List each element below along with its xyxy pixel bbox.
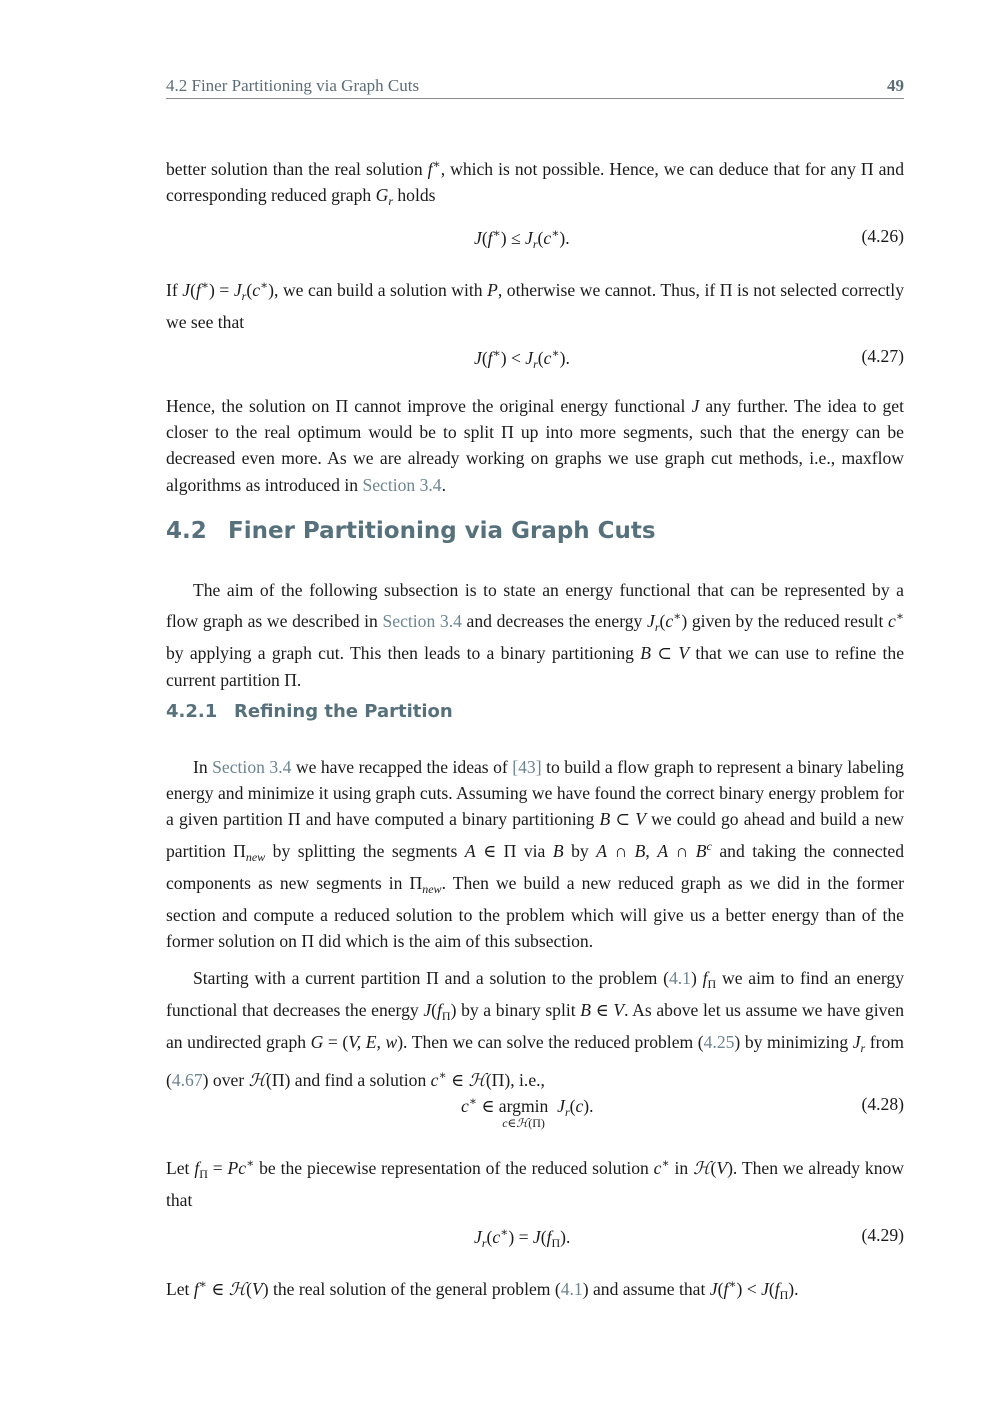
equation-number: (4.26) [861,226,904,246]
equation-4-27: $J(f^∗) < J_r(c^∗)$. (4.27) [474,346,904,371]
paragraph-1: better solution than the real solution f∗, which is not possible. Hence, we can deduce that for any Π and corresponding reduced graph $G_r$ holds [166,157,904,209]
section-3-4-link[interactable]: Section 3.4 [382,611,462,632]
paragraph-7: Let $f_\Pi = Pc^∗$ be the piecewise representation of the reduced solution c∗ in ℋ(V). Then we already know that [166,1156,904,1211]
paragraph-5: In Section 3.4 we have recapped the ideas of [43] to build a flow graph to represent a binary labeling energy and minimize it using graph cuts. Assuming we have found the correct binary energy problem for a given partition Π and have computed a binary partitioning B ⊂ V we could go ahead and build a new partition $\Pi_{new}$ by splitting the segments A ∈ Π via B by A ∩ B, A ∩ $B^c$ and taking the connected components as new segments in $\Pi_{new}$. Then we build a new reduced graph as we did in the former section and compute a reduced solution to the problem which will give us a better energy than of the former solution on Π did which is the aim of this subsection. [166,757,905,952]
running-title: 4.2 Finer Partitioning via Graph Cuts [166,76,420,95]
paragraph-6: Starting with a current partition Π and a solution to the problem (4.1) $f_\Pi$ we aim to find an energy functional that decreases the energy $J(f_\Pi)$ by a binary split B ∈ V. As above let us assume we have given an undirected graph G = (V, E, w). Then we can solve the reduced problem (4.25) by minimizing $J_r$ from (4.67) over ℋ(Π) and find a solution c∗ ∈ ℋ(Π), i.e., [166,968,905,1090]
page-number: 49 [887,76,904,95]
paragraph-4: The aim of the following subsection is to state an energy functional that can be represented by a flow graph as we described in Section 3.4 and decreases the energy $J_r(c^∗)$ given by the reduced result c∗ by applying a graph cut. This then leads to a binary partitioning B ⊂ V that we can use to refine the current partition Π. [166,580,904,690]
equation-4-29: $J_r(c^∗) = J(f_\Pi)$. (4.29) [474,1225,904,1250]
paragraph-2: If $J(f^∗) = J_r(c^∗)$, we can build a solution with P, otherwise we cannot. Thus, if Π is not selected correctly we see that [166,278,904,333]
equation-4-67-link[interactable]: 4.67 [171,1069,203,1090]
equation-4-25-link[interactable]: 4.25 [703,1032,735,1053]
section-heading: 4.2 Finer Partitioning via Graph Cuts [166,518,656,544]
section-3-4-link[interactable]: Section 3.4 [362,474,442,495]
equation-number: (4.27) [861,346,904,366]
paragraph-3: Hence, the solution on Π cannot improve the original energy functional J any further. The idea to get closer to the real optimum would be to split Π up into more segments, such that the energy can be decreased even more. As we are already working on graphs we use graph cut methods, i.e., maxflow algorithms as introduced in Section 3.4. [166,396,905,495]
equation-4-26: $J(f^∗) \le J_r(c^∗)$. (4.26) [474,226,904,251]
running-header [166,74,904,99]
citation-43-link[interactable]: [43] [512,757,542,777]
equation-4-28: c∗ ∈ argmin c∈ℋ(Π) $J_r(c)$. (4.28) [461,1094,904,1130]
equation-4-1-link[interactable]: 4.1 [560,1279,583,1299]
section-3-4-link[interactable]: Section 3.4 [212,757,292,777]
equation-4-1-link[interactable]: 4.1 [668,968,691,988]
equation-number: (4.29) [861,1225,904,1245]
subsection-heading: 4.2.1 Refining the Partition [166,701,453,722]
equation-number: (4.28) [861,1094,904,1114]
paragraph-8: Let f∗ ∈ ℋ(V) the real solution of the general problem (4.1) and assume that $J(f^∗) < J(f_\Pi)$. [166,1277,799,1302]
